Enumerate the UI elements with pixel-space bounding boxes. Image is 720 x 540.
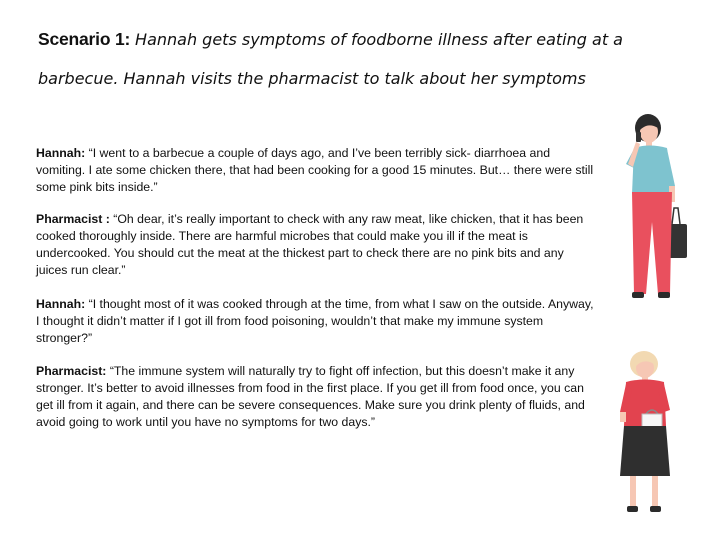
- dialogue-text: “I went to a barbecue a couple of days ago, and I’ve been terribly sick- diarrhoea and vomiting. I ate some chicken there, that had been cooking for a good 15 minutes. But… there were still some pink bits inside.”: [36, 146, 594, 194]
- speaker-name: Pharmacist :: [36, 212, 110, 226]
- dialogue-text: “I thought most of it was cooked through at the time, from what I saw on the outside. Anyway, I thought it didn’t matter if I got ill from food poisoning, wouldn’t that make my immune system stronger?”: [36, 297, 594, 345]
- speaker-name: Hannah:: [36, 146, 86, 160]
- dialogue-pharmacist-2: [36, 363, 596, 431]
- dialogue-text: “The immune system will naturally try to fight off infection, but this doesn’t make it any stronger. It’s better to avoid illnesses from food in the first place. If you get ill from food once, you can get ill from it again, and there can be severe consequences. Make sure you drink plenty of fluids, and avoid going to work until you have no symptoms for two days.”: [36, 364, 585, 429]
- dialogue-pharmacist-1: [36, 211, 596, 279]
- dialogue-text: “Oh dear, it’s really important to check with any raw meat, like chicken, that it has been cooked thoroughly inside. There are harmful microbes that could make you ill if the meat is undercooked. You should cut the meat at the thickest part to check there are no pink bits and any juices run clear.”: [36, 212, 584, 277]
- speaker-name: Hannah:: [36, 297, 86, 311]
- dialogue-hannah-1: [36, 145, 596, 196]
- scenario-label: Scenario 1:: [38, 29, 131, 49]
- dialogue-hannah-2: [36, 296, 596, 347]
- scenario-description: Hannah gets symptoms of foodborne illness after eating at a barbecue. Hannah visits the pharmacist to talk about her symptoms: [38, 30, 623, 88]
- scenario-title: [38, 20, 658, 98]
- pharmacist-with-bag-illustration: [610, 350, 680, 515]
- woman-on-phone-illustration: [612, 112, 692, 302]
- speaker-name: Pharmacist:: [36, 364, 107, 378]
